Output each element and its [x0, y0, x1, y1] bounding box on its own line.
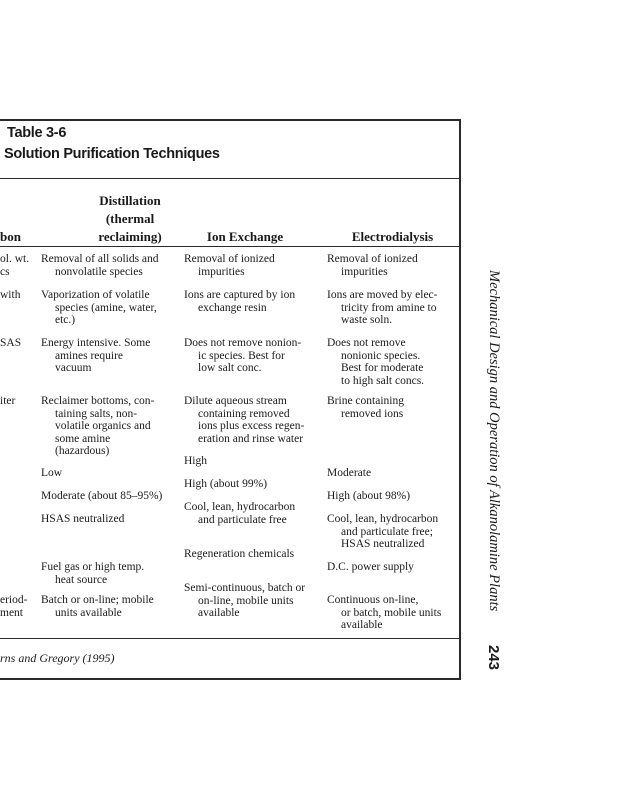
partial-cell-row4: iter: [0, 395, 16, 407]
ion-exchange-cell-row3: Does not remove nonion- ic species. Best for low salt conc.: [184, 337, 302, 375]
page-number: 243: [485, 645, 502, 671]
ion-exchange-cell-row4: Dilute aqueous stream containing removed ions plus excess regen- eration and rinse water: [184, 395, 305, 445]
distillation-cell-row4: Reclaimer bottoms, con- taining salts, non- volatile organics and some amine (hazardous): [41, 395, 155, 458]
running-head: Mechanical Design and Operation of Alkanolamine Plants: [486, 270, 502, 612]
distillation-cell-row3: Energy intensive. Some amines require vacuum: [41, 337, 151, 375]
partial-cell-row8: eriod- ment: [0, 594, 28, 619]
electrodialysis-cell-row2: Ions are moved by elec- tricity from amine to waste soln.: [327, 289, 438, 327]
header-electrodialysis: Electrodialysis: [351, 229, 434, 244]
partial-cell-row1: ol. wt. cs: [0, 253, 30, 278]
ion-exchange-cell-row6: High (about 99%): [184, 478, 268, 490]
table-right-rule: [459, 119, 461, 680]
body-bottom-rule: [0, 638, 460, 639]
ion-exchange-cell-row5: High: [184, 455, 207, 467]
electrodialysis-cell-row8a: D.C. power supply: [327, 561, 414, 573]
header-bottom-rule: [0, 246, 460, 247]
distillation-cell-row7: HSAS neutralized: [41, 513, 125, 525]
ion-exchange-cell-row7: Cool, lean, hydrocarbon and particulate free: [184, 501, 296, 526]
table-number: Table 3-6: [7, 125, 67, 141]
electrodialysis-cell-row7: Cool, lean, hydrocarbon and particulate free; HSAS neutralized: [327, 513, 439, 551]
distillation-cell-row1: Removal of all solids and nonvolatile species: [41, 253, 159, 278]
partial-cell-row2: with: [0, 289, 21, 301]
electrodialysis-cell-row8b: Continuous on-line, or batch, mobile units available: [327, 594, 442, 632]
table-bottom-rule: [0, 678, 460, 680]
electrodialysis-cell-row3: Does not remove nonionic species. Best for moderate to high salt concs.: [327, 337, 425, 387]
distillation-cell-row5: Low: [41, 467, 63, 479]
header-partial-column: bon: [0, 229, 21, 244]
partial-cell-row3: SAS: [0, 337, 22, 349]
distillation-cell-row8a: Fuel gas or high temp. heat source: [41, 561, 145, 586]
distillation-cell-row2: Vaporization of volatile species (amine, water, etc.): [41, 289, 157, 327]
ion-exchange-cell-row2: Ions are captured by ion exchange resin: [184, 289, 296, 314]
electrodialysis-cell-row5: Moderate: [327, 467, 372, 479]
header-top-rule: [0, 178, 460, 179]
header-ion-exchange: Ion Exchange: [206, 229, 284, 244]
table-title: Solution Purification Techniques: [4, 146, 220, 162]
electrodialysis-cell-row6: High (about 98%): [327, 490, 411, 502]
ion-exchange-cell-row8b: Semi-continuous, batch or on-line, mobile units available: [184, 582, 306, 620]
header-distillation: Distillation (thermal reclaiming): [98, 193, 162, 244]
electrodialysis-cell-row1: Removal of ionized impurities: [327, 253, 418, 278]
table-top-rule: [0, 119, 460, 121]
table-source-note: rns and Gregory (1995): [0, 651, 115, 665]
distillation-cell-row6: Moderate (about 85–95%): [41, 490, 163, 502]
ion-exchange-cell-row1: Removal of ionized impurities: [184, 253, 275, 278]
ion-exchange-cell-row8a: Regeneration chemicals: [184, 548, 295, 560]
distillation-cell-row8b: Batch or on-line; mobile units available: [41, 594, 154, 619]
electrodialysis-cell-row4: Brine containing removed ions: [327, 395, 404, 420]
